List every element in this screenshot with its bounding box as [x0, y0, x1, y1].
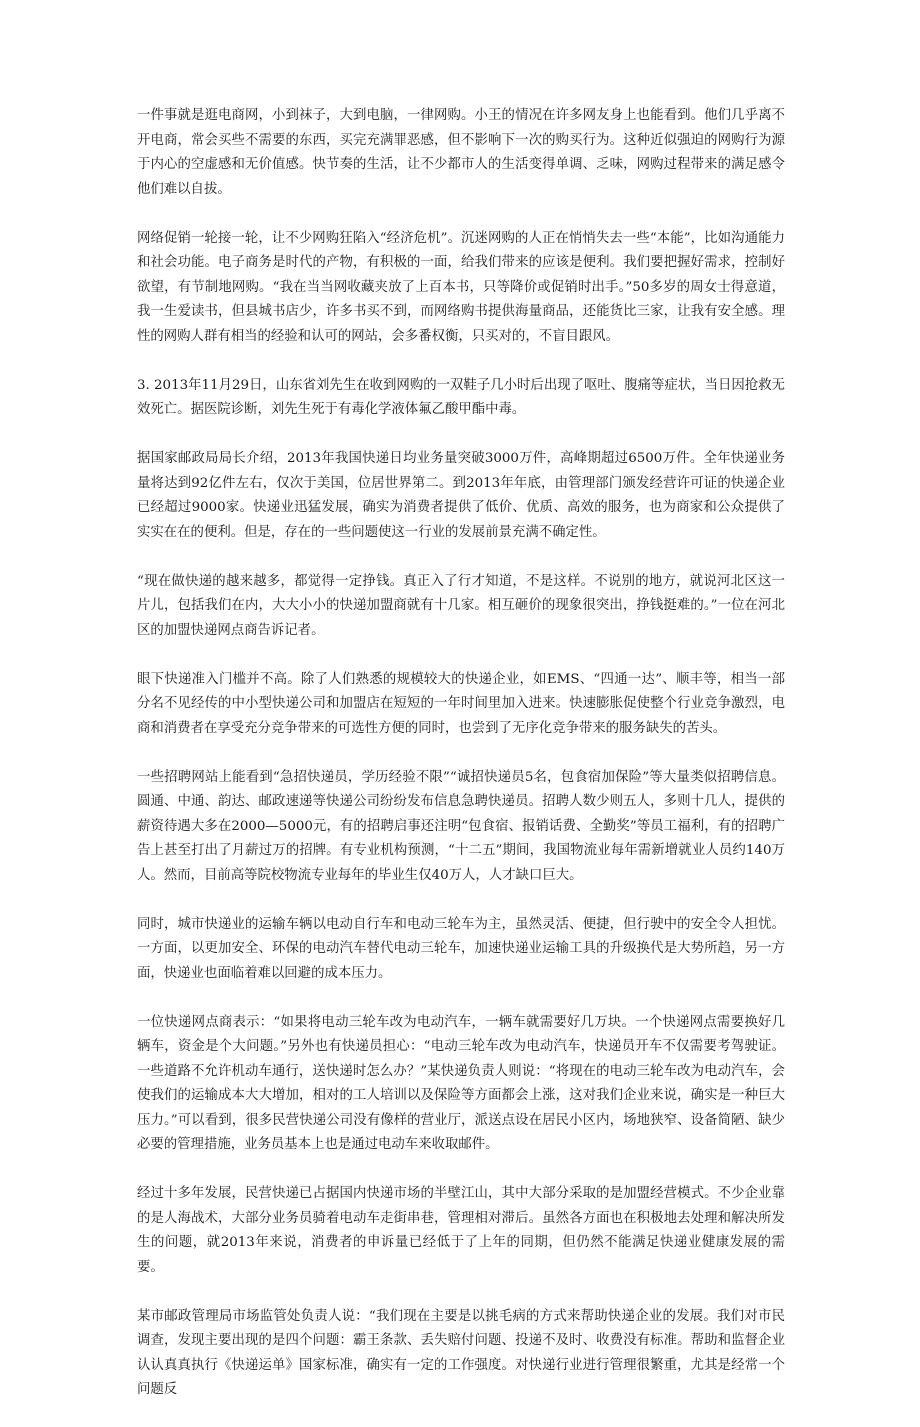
paragraph: 一些招聘网站上能看到“急招快递员，学历经验不限”“诚招快递员5名，包食宿加保险”等大量类似招聘信息。圆通、中通、韵达、邮政速递等快递公司纷纷发布信息急聘快递员。招聘人数少则五人，多则十几人，提供的薪资待遇大多在2000—5000元，有的招聘启事还注明“包食宿、报销话费、全勤奖”等员工福利，有的招聘广告上甚至打出了月薪过万的招牌。有专业机构预测，“十二五”期间，我国物流业每年需新增就业人员约140万人。然而，目前高等院校物流专业每年的毕业生仅40万人，人才缺口巨大。 — [137, 769, 785, 883]
document-body — [137, 104, 785, 1427]
paragraph: 某市邮政管理局市场监管处负责人说：“我们现在主要是以挑毛病的方式来帮助快递企业的发展。我们对市民调查，发现主要出现的是四个问题：霸王条款、丢失赔付问题、投递不及时、收费没有标准。帮助和监督企业认认真真执行《快递运单》国家标准，确实有一定的工作强度。对快递行业进行管理很繁重，尤其是经常一个问题反 — [137, 1308, 785, 1397]
paragraph: “现在做快递的越来越多，都觉得一定挣钱。真正入了行才知道，不是这样。不说别的地方，就说河北区这一片儿，包括我们在内，大大小小的快递加盟商就有十几家。相互砸价的现象很突出，挣钱挺难的。”一位在河北区的加盟快递网点商告诉记者。 — [137, 573, 785, 638]
paragraph: 据国家邮政局局长介绍，2013年我国快递日均业务量突破3000万件，高峰期超过6500万件。全年快递业务量将达到92亿件左右，仅次于美国，位居世界第二。到2013年年底，由管理部门颁发经营许可证的快递企业已经超过9000家。快递业迅猛发展，确实为消费者提供了低价、优质、高效的服务，也为商家和公众提供了实实在在的便利。但是，存在的一些问题使这一行业的发展前景充满不确定性。 — [137, 451, 785, 540]
paragraph: 网络促销一轮接一轮，让不少网购狂陷入“经济危机”。沉迷网购的人正在悄悄失去一些“本能”，比如沟通能力和社会功能。电子商务是时代的产物，有积极的一面，给我们带来的应该是便利。我们要把握好需求，控制好欲望，有节制地网购。“我在当当网收藏夹放了上百本书，只等降价或促销时出手。”50多岁的周女士得意道，我一生爱读书，但县城书店少，许多书买不到，而网络购书提供海量商品，还能货比三家，让我有安全感。理性的网购人群有相当的经验和认可的网站，会多番权衡，只买对的，不盲目跟风。 — [137, 230, 785, 344]
paragraph: 同时，城市快递业的运输车辆以电动自行车和电动三轮车为主，虽然灵活、便捷，但行驶中的安全令人担忧。一方面，以更加安全、环保的电动汽车替代电动三轮车，加速快递业运输工具的升级换代是大势所趋，另一方面，快递业也面临着难以回避的成本压力。 — [137, 916, 785, 981]
paragraph: 经过十多年发展，民营快递已占据国内快递市场的半壁江山，其中大部分采取的是加盟经营模式。不少企业靠的是人海战术，大部分业务员骑着电动车走街串巷，管理相对滞后。虽然各方面也在积极地去处理和解决所发生的问题，就2013年来说，消费者的申诉量已经低于了上年的同期，但仍然不能满足快递业健康发展的需要。 — [137, 1186, 785, 1275]
paragraph: 一位快递网点商表示：“如果将电动三轮车改为电动汽车，一辆车就需要好几万块。一个快递网点需要换好几辆车，资金是个大问题。”另外也有快递员担心：“电动三轮车改为电动汽车，快递员开车不仅需要考驾驶证。一些道路不允许机动车通行，送快递时怎么办？”某快递负责人则说：“将现在的电动三轮车改为电动汽车，会使我们的运输成本大大增加，相对的工人培训以及保险等方面都会上涨，这对我们企业来说，确实是一种巨大压力。”可以看到，很多民营快递公司没有像样的营业厅，派送点设在居民小区内，场地狭窄、设备简陋、缺少必要的管理措施，业务员基本上也是通过电动车来收取邮件。 — [137, 1014, 785, 1152]
paragraph: 3. 2013年11月29日，山东省刘先生在收到网购的一双鞋子几小时后出现了呕吐、腹痛等症状，当日因抢救无效死亡。据医院诊断，刘先生死于有毒化学液体氟乙酸甲酯中毒。 — [137, 377, 785, 417]
paragraph: 眼下快递准入门槛并不高。除了人们熟悉的规模较大的快递企业，如EMS、“四通一达”、顺丰等，相当一部分名不见经传的中小型快递公司和加盟店在短短的一年时间里加入进来。快速膨胀促使整个行业竞争激烈，电商和消费者在享受充分竞争带来的可选性方便的同时，也尝到了无序化竞争带来的服务缺失的苦头。 — [137, 671, 785, 736]
paragraph: 一件事就是逛电商网，小到袜子，大到电脑，一律网购。小王的情况在许多网友身上也能看到。他们几乎离不开电商，常会买些不需要的东西，买完充满罪恶感，但不影响下一次的购买行为。这种近似强迫的网购行为源于内心的空虚感和无价值感。快节奏的生活，让不少都市人的生活变得单调、乏味，网购过程带来的满足感令他们难以自拔。 — [137, 108, 785, 197]
